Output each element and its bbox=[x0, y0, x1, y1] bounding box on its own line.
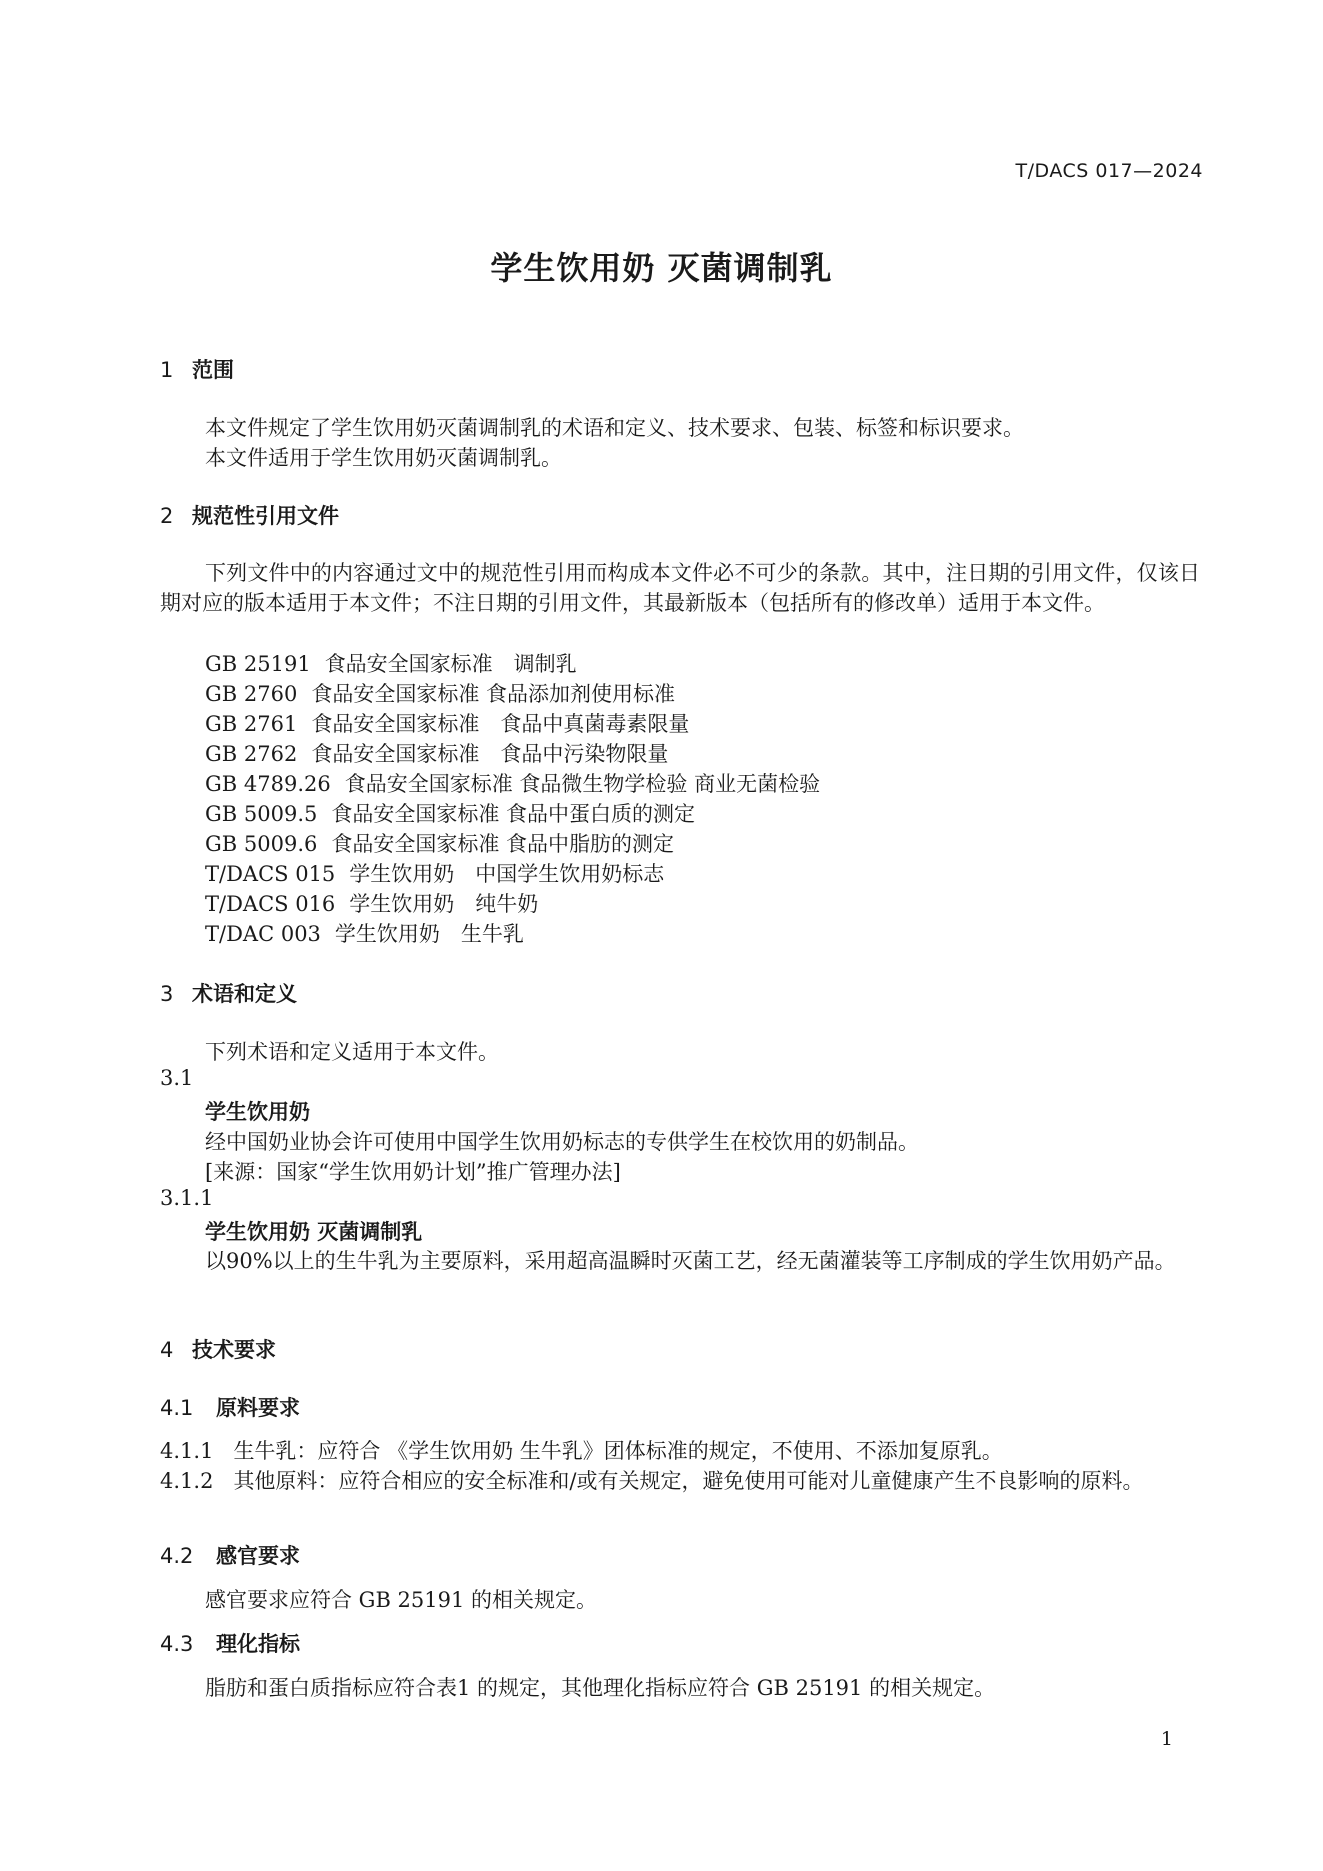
reference-item bbox=[205, 888, 538, 918]
term-number: 3.1 bbox=[160, 1066, 194, 1090]
subsection-4-3-heading bbox=[160, 1628, 300, 1658]
term-definition: 以90%以上的生牛乳为主要原料，采用超高温瞬时灭菌工艺，经无菌灌装等工序制成的学生饮用奶产品。 bbox=[205, 1249, 1176, 1273]
reference-item bbox=[205, 828, 674, 858]
section-number: 4 bbox=[160, 1338, 174, 1362]
reference-item bbox=[205, 738, 668, 768]
reference-code: GB 4789.26 bbox=[205, 772, 331, 796]
clause-4-1-2 bbox=[160, 1466, 1200, 1496]
reference-item bbox=[205, 648, 577, 678]
clause-text: 其他原料：应符合相应的安全标准和/或有关规定，避免使用可能对儿童健康产生不良影响的原料。 bbox=[233, 1469, 1144, 1493]
subsection-title: 理化指标 bbox=[216, 1632, 300, 1656]
reference-code: GB 25191 bbox=[205, 652, 311, 676]
reference-title: 食品安全国家标准 食品中蛋白质的测定 bbox=[331, 802, 696, 826]
references-intro: 下列文件中的内容通过文中的规范性引用而构成本文件必不可少的条款。其中，注日期的引用文件，仅该日期对应的版本适用于本文件；不注日期的引用文件，其最新版本（包括所有的修改单）适用于本文件。 bbox=[160, 561, 1200, 615]
subsection-title: 感官要求 bbox=[216, 1544, 300, 1568]
clause-number: 4.1.1 bbox=[160, 1439, 214, 1463]
subsection-4-1-heading bbox=[160, 1392, 300, 1422]
section-title: 技术要求 bbox=[192, 1338, 276, 1362]
reference-code: GB 5009.6 bbox=[205, 832, 318, 856]
term-name: 学生饮用奶 灭菌调制乳 bbox=[205, 1220, 423, 1244]
physicochemical-requirement-text: 脂肪和蛋白质指标应符合表1 的规定，其他理化指标应符合 GB 25191 的相关规定。 bbox=[205, 1676, 996, 1700]
term-number: 3.1.1 bbox=[160, 1186, 214, 1210]
section-number: 2 bbox=[160, 504, 174, 528]
reference-title: 学生饮用奶 生牛乳 bbox=[334, 922, 524, 946]
clause-text: 生牛乳：应符合 《学生饮用奶 生牛乳》团体标准的规定，不使用、不添加复原乳。 bbox=[233, 1439, 1003, 1463]
reference-title: 学生饮用奶 中国学生饮用奶标志 bbox=[349, 862, 665, 886]
clause-number: 4.1.2 bbox=[160, 1469, 214, 1493]
terms-intro: 下列术语和定义适用于本文件。 bbox=[205, 1040, 499, 1064]
reference-title: 食品安全国家标准 食品中污染物限量 bbox=[311, 742, 669, 766]
reference-code: T/DACS 015 bbox=[205, 862, 336, 886]
term-name: 学生饮用奶 bbox=[205, 1100, 310, 1124]
reference-item bbox=[205, 768, 820, 798]
reference-title: 食品安全国家标准 食品添加剂使用标准 bbox=[311, 682, 676, 706]
section-number: 3 bbox=[160, 982, 174, 1006]
section-number: 1 bbox=[160, 358, 174, 382]
section-2-heading bbox=[160, 500, 339, 530]
section-1-heading bbox=[160, 354, 234, 384]
page-number: 1 bbox=[1160, 1728, 1173, 1750]
reference-title: 食品安全国家标准 调制乳 bbox=[324, 652, 577, 676]
reference-code: GB 2760 bbox=[205, 682, 298, 706]
reference-code: GB 5009.5 bbox=[205, 802, 318, 826]
sensory-requirement-text: 感官要求应符合 GB 25191 的相关规定。 bbox=[205, 1588, 598, 1612]
subsection-number: 4.2 bbox=[160, 1544, 194, 1568]
reference-code: T/DAC 003 bbox=[205, 922, 321, 946]
subsection-number: 4.3 bbox=[160, 1632, 194, 1656]
section-title: 规范性引用文件 bbox=[192, 504, 339, 528]
reference-item bbox=[205, 798, 695, 828]
document-number: T/DACS 017—2024 bbox=[1015, 160, 1203, 182]
section-title: 范围 bbox=[192, 358, 234, 382]
section-title: 术语和定义 bbox=[192, 982, 297, 1006]
reference-code: T/DACS 016 bbox=[205, 892, 336, 916]
reference-title: 食品安全国家标准 食品中脂肪的测定 bbox=[331, 832, 675, 856]
term-source: [来源：国家“学生饮用奶计划”推广管理办法] bbox=[205, 1160, 621, 1184]
reference-title: 食品安全国家标准 食品微生物学检验 商业无菌检验 bbox=[344, 772, 821, 796]
term-definition: 经中国奶业协会许可使用中国学生饮用奶标志的专供学生在校饮用的奶制品。 bbox=[205, 1130, 919, 1154]
subsection-4-2-heading bbox=[160, 1540, 300, 1570]
section-4-heading bbox=[160, 1334, 276, 1364]
subsection-title: 原料要求 bbox=[216, 1396, 300, 1420]
scope-paragraph-1: 本文件规定了学生饮用奶灭菌调制乳的术语和定义、技术要求、包装、标签和标识要求。 bbox=[205, 416, 1024, 440]
section-3-heading bbox=[160, 978, 297, 1008]
reference-item bbox=[205, 918, 524, 948]
reference-code: GB 2762 bbox=[205, 742, 298, 766]
reference-item bbox=[205, 858, 664, 888]
reference-title: 食品安全国家标准 食品中真菌毒素限量 bbox=[311, 712, 690, 736]
reference-item bbox=[205, 708, 689, 738]
reference-item bbox=[205, 678, 675, 708]
reference-code: GB 2761 bbox=[205, 712, 298, 736]
reference-title: 学生饮用奶 纯牛奶 bbox=[349, 892, 539, 916]
clause-4-1-1 bbox=[160, 1436, 1200, 1466]
scope-paragraph-2: 本文件适用于学生饮用奶灭菌调制乳。 bbox=[205, 446, 562, 470]
subsection-number: 4.1 bbox=[160, 1396, 194, 1420]
document-title: 学生饮用奶 灭菌调制乳 bbox=[490, 249, 833, 287]
